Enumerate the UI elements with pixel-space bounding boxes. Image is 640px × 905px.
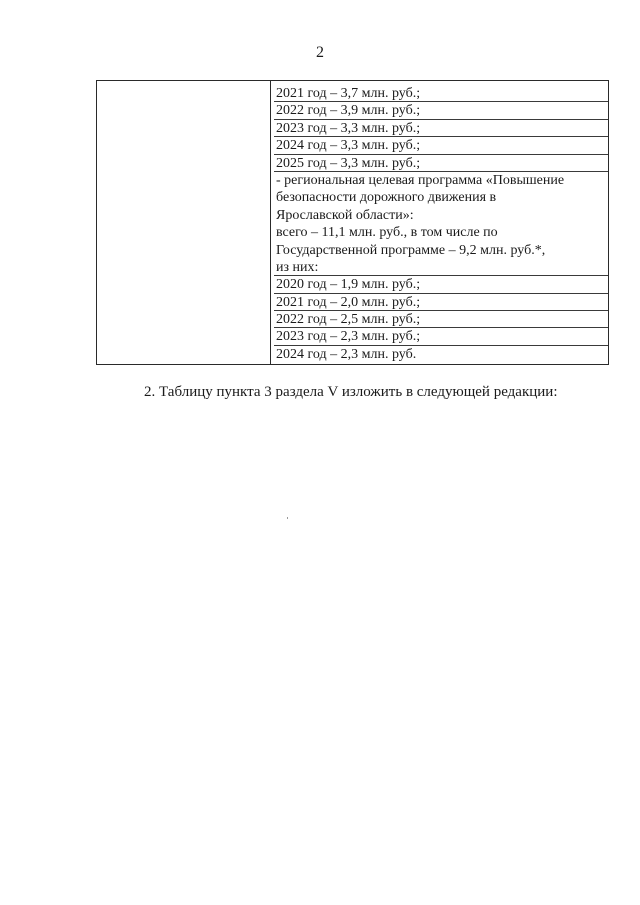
scan-speck <box>287 517 288 519</box>
table-line: 2022 год – 3,9 млн. руб.; <box>274 102 608 119</box>
table-line: 2021 год – 3,7 млн. руб.; <box>274 85 608 102</box>
table-right-cell <box>271 81 608 364</box>
funding-table <box>96 80 609 365</box>
table-line: 2020 год – 1,9 млн. руб.; <box>274 276 608 293</box>
table-line: всего – 11,1 млн. руб., в том числе по <box>276 225 498 241</box>
table-line: 2024 год – 2,3 млн. руб. <box>276 346 417 362</box>
table-line: 2025 год – 3,3 млн. руб.; <box>274 155 608 172</box>
table-line: 2023 год – 3,3 млн. руб.; <box>274 120 608 137</box>
table-line: 2023 год – 2,3 млн. руб.; <box>274 328 608 345</box>
table-line: Ярославской области»: <box>276 207 414 223</box>
table-line: 2024 год – 3,3 млн. руб.; <box>274 137 608 154</box>
body-paragraph: 2. Таблицу пункта 3 раздела V изложить в следующей редакции: <box>144 384 558 400</box>
page-number: 2 <box>316 44 324 61</box>
table-left-cell <box>97 81 271 364</box>
table-line: безопасности дорожного движения в <box>276 190 497 206</box>
table-line: 2021 год – 2,0 млн. руб.; <box>274 294 608 311</box>
table-line: 2022 год – 2,5 млн. руб.; <box>274 311 608 328</box>
table-line: из них: <box>274 259 608 276</box>
table-line: - региональная целевая программа «Повышение <box>276 172 565 188</box>
table-line: Государственной программе – 9,2 млн. руб.*, <box>276 242 546 258</box>
